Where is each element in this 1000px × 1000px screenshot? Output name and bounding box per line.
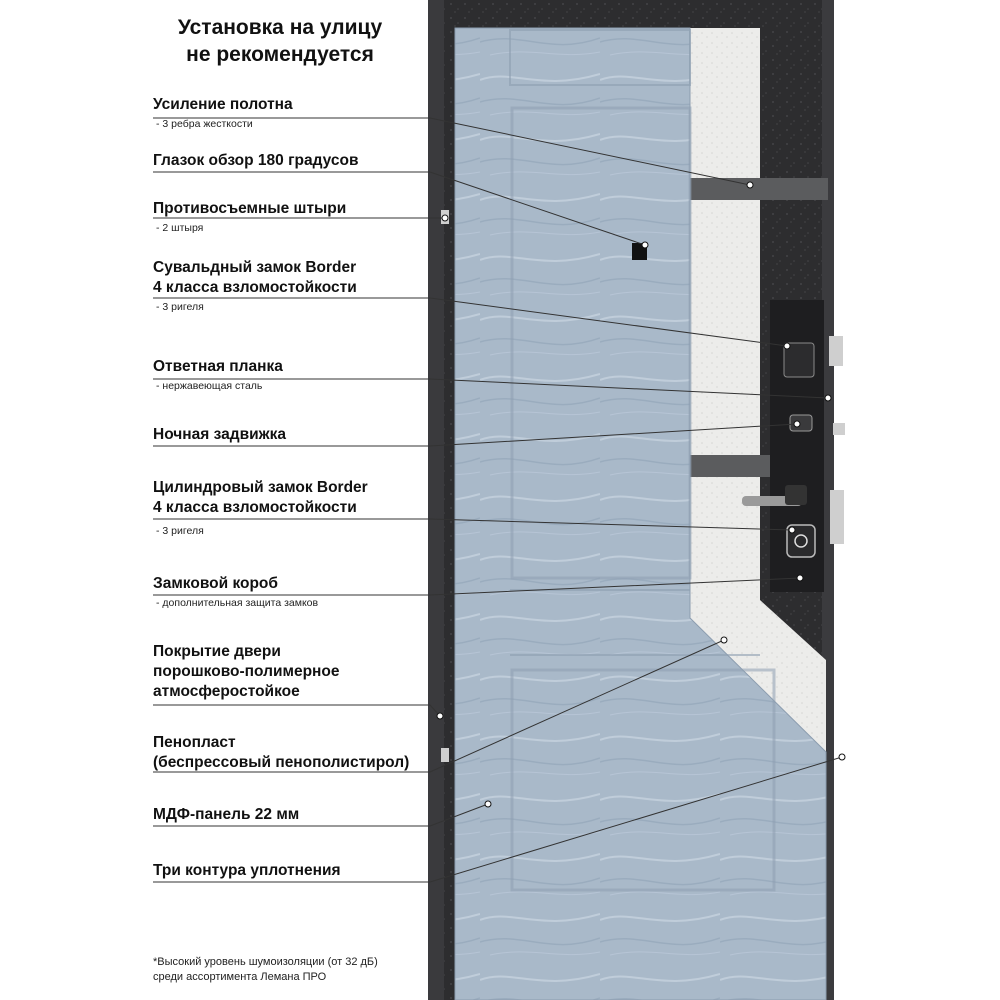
callout-cylinder-lock	[153, 478, 428, 538]
callout-subtitle: - нержавеющая сталь	[156, 380, 263, 392]
callout-title-line: 4 класса взломостойкости	[153, 499, 357, 516]
callout-title-line: Сувальдный замок Border	[153, 259, 357, 276]
callout-door-coating	[153, 642, 428, 702]
callout-title	[153, 95, 428, 115]
callout-title	[153, 642, 428, 702]
callout-night-latch	[153, 425, 428, 445]
callout-title-line: порошково-полимерное	[153, 663, 340, 680]
callout-title-line: 4 класса взломостойкости	[153, 279, 357, 296]
callout-subtitle: - 3 ребра жесткости	[156, 118, 253, 130]
callout-title	[153, 258, 428, 298]
callout-strike-plate	[153, 357, 428, 393]
callout-lock-box	[153, 574, 428, 610]
footnote-line-1: *Высокий уровень шумоизоляции (от 32 дБ)	[153, 956, 378, 968]
callout-title-line: Замковой короб	[153, 575, 278, 592]
callout-title	[153, 478, 428, 518]
callout-title-line: Глазок обзор 180 градусов	[153, 152, 359, 169]
callout-anti-removal-pins	[153, 199, 428, 235]
callout-leaf-reinforcement	[153, 95, 428, 131]
callout-subtitle: - дополнительная защита замков	[156, 597, 319, 609]
callout-title-line: Ответная планка	[153, 358, 283, 375]
callout-title-line: Ночная задвижка	[153, 426, 286, 443]
callout-subtitle: - 3 ригеля	[156, 525, 204, 537]
callout-title	[153, 425, 428, 445]
footnote-line-2: среди ассортимента Леман​а ПРО	[153, 971, 327, 983]
callout-subtitle: - 3 ригеля	[156, 301, 204, 313]
callout-sealing-contours	[153, 861, 428, 881]
callout-title-line: Усиление полотна	[153, 96, 293, 113]
callout-title	[153, 151, 428, 171]
callout-peephole	[153, 151, 428, 171]
callout-title-line: Противосъемные штыри	[153, 200, 347, 217]
callout-title	[153, 805, 428, 825]
warning-headline	[130, 14, 430, 68]
callout-mdf-panel	[153, 805, 428, 825]
callout-title	[153, 861, 428, 881]
callout-title-line: Цилиндровый замок Border	[153, 479, 368, 496]
callout-polystyrene-foam	[153, 733, 428, 773]
callout-lever-lock	[153, 258, 428, 314]
callout-title	[153, 574, 428, 594]
callout-subtitle: - 2 штыря	[156, 222, 204, 234]
noise-insulation-footnote	[153, 955, 423, 985]
callout-title-line: Пенопласт	[153, 734, 236, 751]
callout-title-line: Покрытие двери	[153, 643, 281, 660]
callout-title	[153, 199, 428, 219]
callout-title	[153, 357, 428, 377]
callout-title-line: (беспрессовый пенополистирол)	[153, 754, 410, 771]
headline-line-1: Установка на улицу	[177, 16, 383, 39]
headline-line-2: не рекомендуется	[186, 43, 374, 66]
callout-title	[153, 733, 428, 773]
callout-title-line: Три контура уплотнения	[153, 862, 341, 879]
callout-title-line: МДФ-панель 22 мм	[153, 806, 300, 823]
callout-title-line: атмосферостойкое	[153, 683, 300, 700]
